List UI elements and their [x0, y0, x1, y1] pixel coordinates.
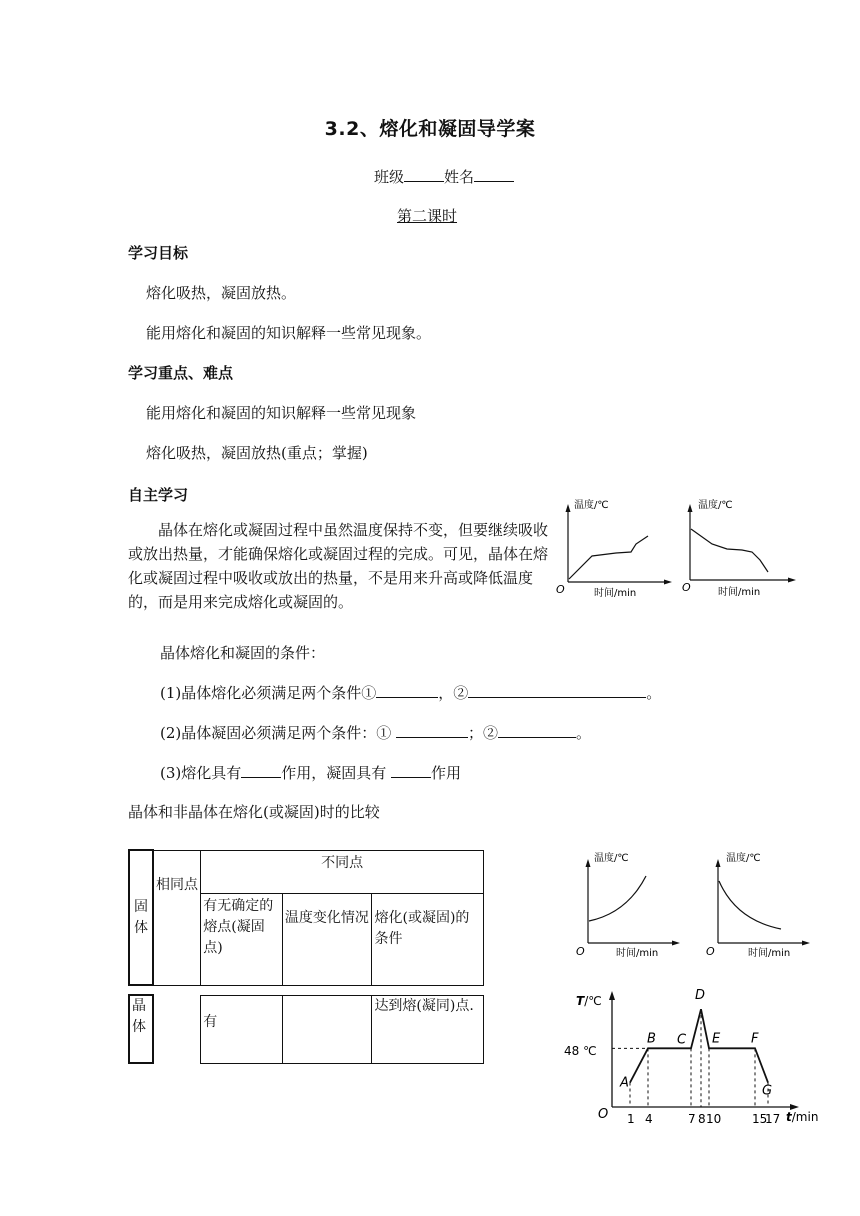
- compare-heading: 晶体和非晶体在熔化(或凝固)时的比较: [128, 803, 380, 821]
- graph-x-label: 时间/min: [594, 588, 637, 599]
- comparison-table-header: [128, 849, 484, 986]
- page-title: 3.2、熔化和凝固导学案: [324, 118, 536, 140]
- graph-origin: O: [576, 945, 585, 958]
- goals-heading: 学习目标: [128, 244, 189, 262]
- same-header: 相同点: [153, 850, 201, 985]
- question-1: [160, 682, 661, 703]
- graph-y-label: 温度/℃: [726, 853, 761, 864]
- chart-y-tick: 48 ℃: [564, 1044, 597, 1058]
- chart-point-label: D: [695, 988, 706, 1004]
- graph-y-label: 温度/℃: [698, 500, 733, 511]
- chart-x-tick: 8: [698, 1112, 706, 1126]
- graph-x-label: 时间/min: [748, 948, 791, 959]
- chart-point-label: E: [712, 1031, 721, 1047]
- question-2-sep: ；②: [468, 724, 499, 742]
- temp-change-header: 温度变化情况: [282, 893, 372, 985]
- amorphous-melting-graph: [572, 845, 682, 960]
- conditions-intro: 晶体熔化和凝固的条件：: [160, 644, 326, 662]
- answer-blank[interactable]: [376, 683, 438, 698]
- key-points-heading: 学习重点、难点: [128, 364, 234, 382]
- crystal-temp-change-cell[interactable]: [282, 995, 372, 1063]
- chart-x-tick: 15: [752, 1112, 768, 1126]
- class-label: 班级: [374, 168, 405, 186]
- question-3-b: 作用，凝固具有: [281, 764, 387, 782]
- graph-x-label: 时间/min: [718, 587, 761, 598]
- lesson-label: 第二课时: [397, 207, 458, 225]
- graph-origin: O: [556, 583, 565, 596]
- answer-blank[interactable]: [498, 723, 576, 738]
- graph-origin: O: [682, 581, 691, 594]
- chart-origin: O: [598, 1107, 609, 1122]
- melting-temperature-chart: [560, 984, 840, 1132]
- question-2-end: 。: [576, 724, 592, 742]
- name-label: 姓名: [444, 168, 475, 186]
- question-2: [160, 722, 591, 743]
- chart-x-tick: 4: [645, 1112, 653, 1126]
- question-1-text: (1)晶体熔化必须满足两个条件①: [160, 684, 377, 702]
- chart-x-axis-label: t/min: [786, 1110, 819, 1124]
- chart-point-label: F: [751, 1031, 759, 1047]
- crystal-label: 晶体: [129, 995, 153, 1063]
- crystal-condition-cell: 达到熔(凝同)点.: [372, 995, 484, 1063]
- key-point-item: 熔化吸热，凝固放热(重点；掌握): [146, 444, 368, 462]
- question-3-a: (3)熔化具有: [160, 764, 242, 782]
- goal-item: 熔化吸热，凝固放热。: [146, 284, 297, 302]
- amorphous-solidifying-graph: [704, 845, 814, 960]
- chart-x-tick: 1: [627, 1112, 635, 1126]
- crystal-melting-point-cell: 有: [201, 995, 283, 1063]
- comparison-table-crystal-row: [128, 994, 484, 1064]
- question-3-c: 作用: [431, 764, 462, 782]
- chart-x-tick: 7: [688, 1112, 696, 1126]
- crystal-melting-graph: [556, 494, 676, 602]
- question-2-text: (2)晶体凝固必须满足两个条件：①: [160, 724, 392, 742]
- chart-point-label: B: [647, 1031, 656, 1047]
- solid-header: 固体: [129, 850, 153, 985]
- chart-point-label: A: [620, 1075, 629, 1091]
- question-3: [160, 762, 461, 783]
- goal-item: 能用熔化和凝固的知识解释一些常见现象。: [146, 324, 432, 342]
- answer-blank[interactable]: [396, 723, 468, 738]
- condition-header: 熔化(或凝固)的条件: [372, 893, 484, 985]
- melting-point-header: 有无确定的熔点(凝固点): [201, 893, 283, 985]
- graph-y-label: 温度/℃: [574, 500, 609, 511]
- different-header: 不同点: [201, 850, 484, 893]
- answer-blank[interactable]: [468, 683, 646, 698]
- name-blank[interactable]: [474, 167, 514, 182]
- chart-y-axis-label: T/℃: [576, 994, 602, 1008]
- chart-point-label: G: [762, 1083, 773, 1099]
- graph-origin: O: [706, 945, 715, 958]
- class-blank[interactable]: [404, 167, 444, 182]
- answer-blank[interactable]: [241, 763, 281, 778]
- chart-x-tick: 17: [765, 1112, 781, 1126]
- graph-x-label: 时间/min: [616, 948, 659, 959]
- key-point-item: 能用熔化和凝固的知识解释一些常见现象: [146, 404, 417, 422]
- self-study-heading: 自主学习: [128, 486, 189, 504]
- crystal-solidifying-graph: [682, 494, 802, 602]
- chart-x-tick: 10: [706, 1112, 722, 1126]
- self-study-paragraph: 晶体在熔化或凝固过程中虽然温度保持不变，但要继续吸收或放出热量，才能确保熔化或凝固过程的完成。可见，晶体在熔化或凝固过程中吸收或放出的热量，不是用来升高或降低温度的，而是用来完成熔化或凝固的。: [128, 521, 549, 611]
- graph-y-label: 温度/℃: [594, 853, 629, 864]
- class-name-line: [374, 166, 514, 187]
- chart-point-label: C: [677, 1032, 687, 1048]
- question-1-sep: ，②: [438, 684, 469, 702]
- question-1-end: 。: [646, 684, 662, 702]
- crystal-same-cell[interactable]: [153, 995, 201, 1063]
- answer-blank[interactable]: [391, 763, 431, 778]
